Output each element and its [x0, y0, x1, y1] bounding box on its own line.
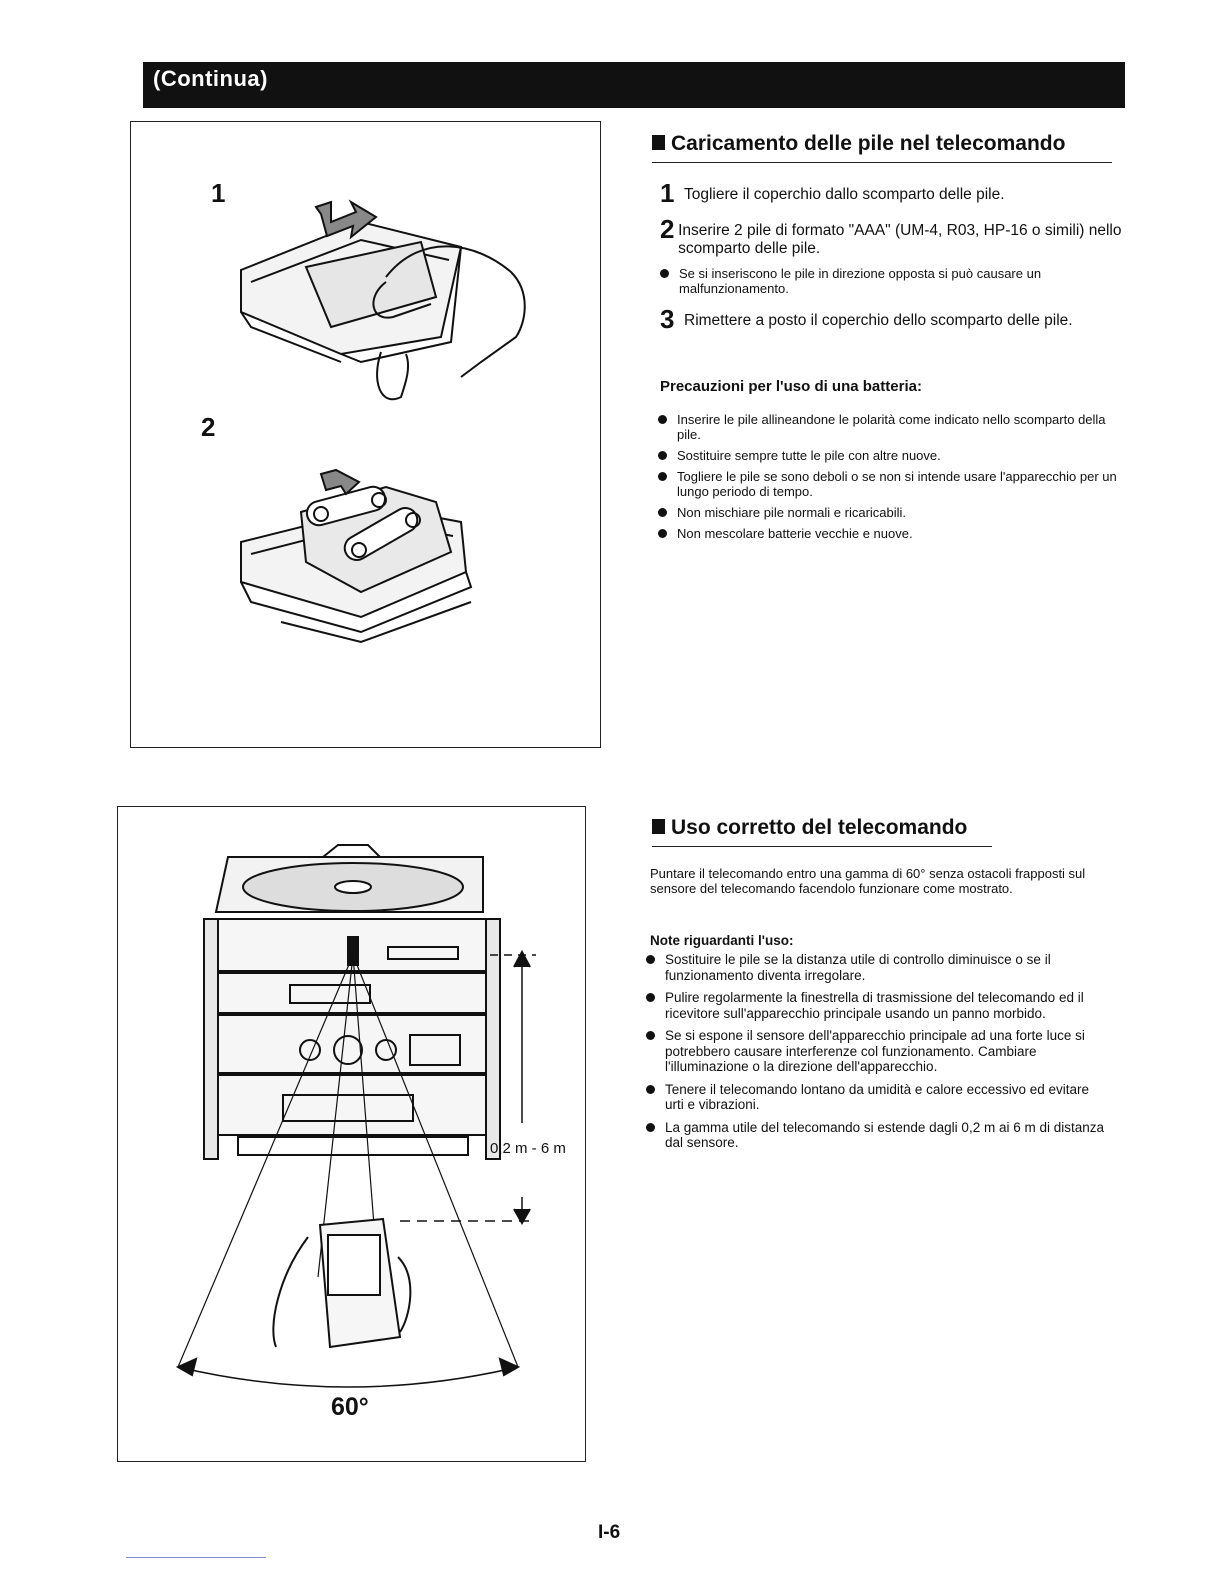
footer-divider	[126, 1557, 266, 1558]
battery-step-2: 2 Inserire 2 pile di formato "AAA" (UM-4, R03, HP-16 o simili) nello scomparto delle pile.	[660, 214, 1122, 257]
battery-step-3: 3 Rimettere a posto il coperchio dello scomparto delle pile.	[660, 304, 1073, 334]
figure-step-2-label: 2	[201, 412, 216, 442]
precautions-title: Precauzioni per l'uso di una batteria:	[660, 378, 922, 395]
notes-list	[646, 952, 1108, 1158]
bullet-icon	[658, 508, 667, 517]
remote-intro: Puntare il telecomando entro una gamma di 60° senza ostacoli frapposti sul sensore del telecomando facendolo funzionare come mostrato.	[650, 866, 1086, 896]
remote-section-title: Uso corretto del telecomando	[652, 816, 992, 847]
header-label: (Continua)	[153, 66, 268, 91]
stereo-remote-illustration	[118, 807, 584, 1460]
bullet-icon	[658, 451, 667, 460]
square-bullet-icon	[652, 819, 665, 834]
angle-label: 60°	[331, 1393, 369, 1421]
list-item: La gamma utile del telecomando si estende dagli 0,2 m ai 6 m di distanza dal sensore.	[646, 1120, 1108, 1151]
list-item: Non mischiare pile normali e ricaricabili.	[658, 505, 1120, 520]
notes-title: Note riguardanti l'uso:	[650, 933, 794, 948]
bullet-icon	[658, 529, 667, 538]
precautions-list	[658, 412, 1120, 547]
figure-step-1-label: 1	[211, 178, 226, 208]
battery-step-2-note: Se si inseriscono le pile in direzione opposta si può causare un malfunzionamento.	[660, 266, 1122, 296]
list-item: Togliere le pile se sono deboli o se non si intende usare l'apparecchio per un lungo periodo di tempo.	[658, 469, 1120, 499]
bullet-icon	[646, 1123, 655, 1132]
battery-steps	[660, 180, 1122, 332]
bullet-icon	[660, 269, 669, 278]
bullet-icon	[646, 993, 655, 1002]
section-header-bar	[143, 62, 1125, 108]
bullet-icon	[646, 955, 655, 964]
bullet-icon	[658, 415, 667, 424]
square-bullet-icon	[652, 135, 665, 150]
bullet-icon	[646, 1031, 655, 1040]
list-item: Non mescolare batterie vecchie e nuove.	[658, 526, 1120, 541]
list-item: Inserire le pile allineandone le polarità come indicato nello scomparto della pile.	[658, 412, 1120, 442]
list-item: Sostituire sempre tutte le pile con altre nuove.	[658, 448, 1120, 463]
list-item: Pulire regolarmente la finestrella di trasmissione del telecomando ed il ricevitore sull'apparecchio principale usando un panno morbido.	[646, 990, 1108, 1021]
battery-figure-box	[130, 121, 601, 748]
list-item: Sostituire le pile se la distanza utile di controllo diminuisce o se il funzionamento diventa irregolare.	[646, 952, 1108, 983]
list-item: Tenere il telecomando lontano da umidità e calore eccessivo ed evitare urti e vibrazioni.	[646, 1082, 1108, 1113]
distance-label: 0,2 m - 6 m	[490, 1140, 566, 1157]
page-number: I-6	[598, 1522, 621, 1543]
battery-section-title: Caricamento delle pile nel telecomando	[652, 132, 1112, 163]
list-item: Se si espone il sensore dell'apparecchio principale ad una forte luce si potrebbero causare interferenze col funzionamento. Cambiare l'illuminazione o la direzione dell'apparecchio.	[646, 1028, 1108, 1075]
bullet-icon	[658, 472, 667, 481]
battery-step-1: 1 Togliere il coperchio dallo scomparto delle pile.	[660, 178, 1005, 208]
bullet-icon	[646, 1085, 655, 1094]
remote-usage-figure-box	[117, 806, 586, 1462]
